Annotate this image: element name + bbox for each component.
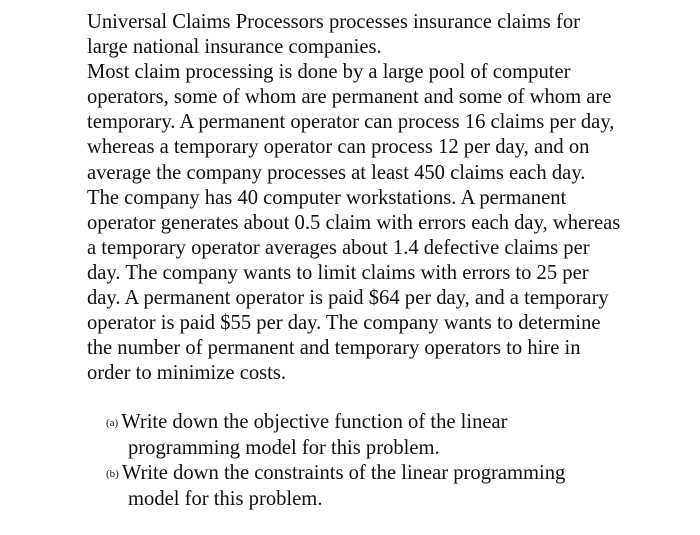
problem-line: day. The company wants to limit claims with errors to 25 per bbox=[87, 261, 589, 284]
question-b-label: (b) bbox=[106, 468, 119, 481]
problem-statement bbox=[87, 10, 687, 386]
problem-line: Universal Claims Processors processes insurance claims for bbox=[87, 11, 580, 33]
problem-line: Most claim processing is done by a large pool of computer bbox=[87, 61, 571, 84]
problem-line: average the company processes at least 450 claims each day. bbox=[87, 161, 586, 184]
question-a bbox=[106, 410, 686, 461]
problem-line: whereas a temporary operator can process 12 per day, and on bbox=[87, 136, 590, 159]
problem-line: operator is paid $55 per day. The company wants to determine bbox=[87, 312, 601, 335]
question-list bbox=[106, 410, 686, 512]
problem-line: day. A permanent operator is paid $64 per day, and a temporary bbox=[87, 287, 609, 310]
problem-line: operator generates about 0.5 claim with errors each day, whereas bbox=[87, 211, 621, 234]
problem-line: large national insurance companies. bbox=[87, 36, 382, 59]
question-a-text-continued: programming model for this problem. bbox=[128, 437, 440, 460]
problem-line: order to minimize costs. bbox=[87, 362, 287, 385]
problem-line: operators, some of whom are permanent and some of whom are bbox=[87, 86, 612, 109]
question-a-label: (a) bbox=[106, 417, 119, 429]
problem-line: temporary. A permanent operator can process 16 claims per day, bbox=[87, 111, 615, 134]
question-b-text: Write down the constraints of the linear programming bbox=[121, 462, 566, 485]
problem-line: a temporary operator averages about 1.4 defective claims per bbox=[87, 236, 590, 259]
problem-line: the number of permanent and temporary operators to hire in bbox=[87, 337, 581, 360]
question-a-text: Write down the objective function of the linear bbox=[121, 411, 508, 433]
problem-line: The company has 40 computer workstations. A permanent bbox=[87, 186, 567, 209]
question-b bbox=[106, 461, 686, 512]
question-b-text-continued: model for this problem. bbox=[128, 488, 323, 511]
